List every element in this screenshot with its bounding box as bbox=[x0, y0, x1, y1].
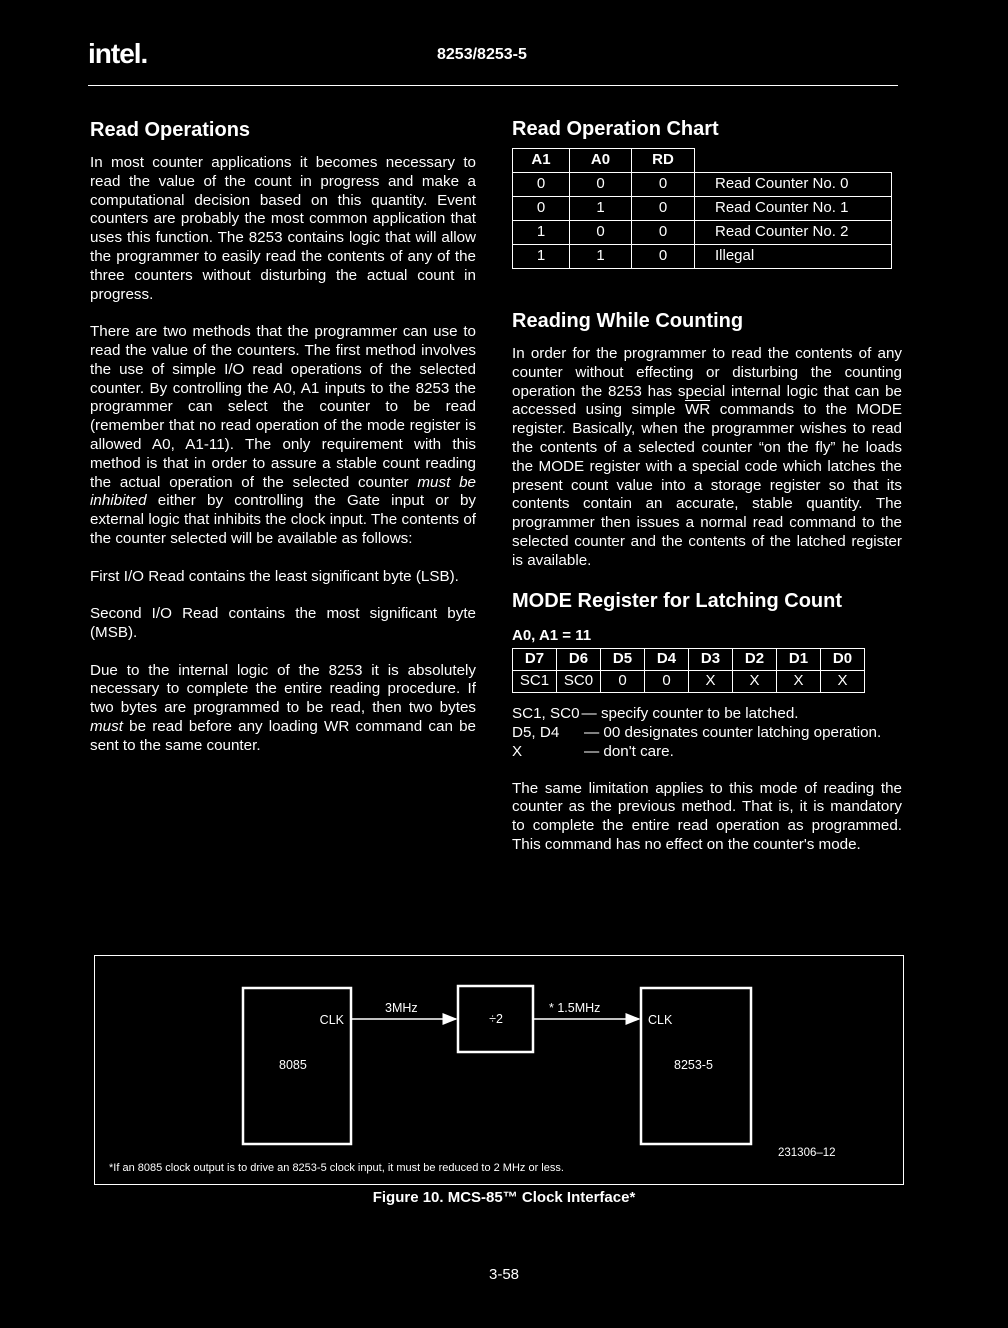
header-d7: D7 bbox=[513, 649, 557, 671]
cell-a0: 0 bbox=[570, 221, 632, 245]
header-blank bbox=[695, 149, 892, 173]
wr-overline: $\overline{WR}$ bbox=[684, 401, 711, 419]
legend-row bbox=[512, 705, 902, 724]
must-emphasis: must bbox=[90, 717, 123, 735]
table-row bbox=[513, 671, 865, 693]
value-d7: SC1 bbox=[513, 671, 557, 693]
read-operations-paragraph-5 bbox=[90, 662, 476, 756]
figure-footnote: *If an 8085 clock output is to drive an 8253-5 clock input, it must be reduced to 2 MHz or less. bbox=[109, 1162, 564, 1174]
figure-caption: Figure 10. MCS-85™ Clock Interface* bbox=[372, 1189, 636, 1206]
header-d6: D6 bbox=[557, 649, 601, 671]
right-column bbox=[512, 117, 902, 874]
read-operations-paragraph-1: In most counter applications it becomes necessary to read the value of the count in progress and make a computational decision based on this quantity. Event counters are probably the most common application that uses this function. The 8253 contains logic that will allow the programmer to easily read the contents of any of the three counters without disturbing the actual count in progress. bbox=[90, 154, 476, 303]
clk-in-label: CLK bbox=[648, 1013, 673, 1027]
paragraph-5-tail: be read before any loading WR command can be sent to the same counter. bbox=[90, 717, 476, 754]
freq-in-label: 3MHz bbox=[385, 1001, 418, 1015]
intel-logo: intel. bbox=[88, 38, 148, 69]
cell-a0: 1 bbox=[570, 245, 632, 269]
freq-out-label: * 1.5MHz bbox=[549, 1001, 601, 1015]
left-column bbox=[90, 118, 476, 774]
read-operations-paragraph-4: Second I/O Read contains the most significant byte (MSB). bbox=[90, 605, 476, 641]
value-d4: 0 bbox=[645, 671, 689, 693]
cell-a0: 0 bbox=[570, 173, 632, 197]
header-d2: D2 bbox=[733, 649, 777, 671]
read-operations-paragraph-2 bbox=[90, 323, 476, 549]
cell-a0: 1 bbox=[570, 197, 632, 221]
cell-a1: 1 bbox=[513, 221, 570, 245]
header-divider bbox=[88, 85, 898, 86]
legend-key: D5, D4 bbox=[512, 723, 560, 741]
header-d1: D1 bbox=[777, 649, 821, 671]
rwc-text: In order for the programmer to read the contents of any counter without effecting or disturbing the counting operation the 8253 has special internal logic that can be accessed using simple bbox=[512, 345, 902, 419]
legend-value: — don't care. bbox=[584, 742, 674, 760]
header-a0: A0 bbox=[570, 149, 632, 173]
header-d4: D4 bbox=[645, 649, 689, 671]
read-operations-heading: Read Operations bbox=[90, 119, 251, 141]
read-operations-paragraph-3: First I/O Read contains the least significant byte (LSB). bbox=[90, 567, 459, 585]
paragraph-2-tail: either by controlling the Gate input or by external logic that inhibits the clock input. The contents of the counter selected will be available as follows: bbox=[90, 492, 476, 547]
clk-out-label: CLK bbox=[319, 1013, 344, 1027]
mode-register-table bbox=[512, 648, 865, 693]
legend-value: — 00 designates counter latching operation. bbox=[584, 723, 882, 741]
legend-row bbox=[512, 724, 902, 743]
label-8085: 8085 bbox=[279, 1058, 307, 1072]
cell-description: Illegal bbox=[695, 245, 892, 269]
document-number: 8253/8253-5 bbox=[437, 46, 527, 63]
value-d5: 0 bbox=[601, 671, 645, 693]
legend-row bbox=[512, 743, 902, 762]
mode-register-heading: MODE Register for Latching Count bbox=[512, 590, 842, 613]
clock-interface-diagram bbox=[95, 956, 903, 1184]
table-row bbox=[513, 173, 892, 197]
rwc-tail: commands to the MODE register. Basically, when the programmer wishes to read the contents of a selected counter “on the fly” he loads the MODE register with a special code which latches the present count value into a storage register so that its contents contain an accurate, stable quantity. The programmer then issues a normal read command to the selected counter and the contents of the latched register is available. bbox=[512, 401, 902, 569]
cell-description: Read Counter No. 1 bbox=[695, 197, 892, 221]
legend-value: — specify counter to be latched. bbox=[581, 705, 799, 723]
cell-a1: 1 bbox=[513, 245, 570, 269]
table-row bbox=[513, 245, 892, 269]
cell-description: Read Counter No. 0 bbox=[695, 173, 892, 197]
paragraph-5-text: Due to the internal logic of the 8253 it is absolutely necessary to complete the entire reading procedure. If two bytes are programmed to be read, then two bytes bbox=[90, 661, 476, 717]
must-be-inhibited-emphasis: must be inhibited bbox=[90, 473, 476, 510]
value-d1: X bbox=[777, 671, 821, 693]
read-operation-table bbox=[512, 148, 892, 269]
table-row bbox=[513, 197, 892, 221]
cell-a1: 0 bbox=[513, 173, 570, 197]
paragraph-2-text: There are two methods that the programmer can use to read the value of the counters. The first method involves the use of simple I/O read operations of the selected counter. By controlling the A0, A1 inputs to the 8253 the programmer can select the counter to be read (remember that no read operation of the mode register is allowed A0, A1-11). The only requirement with this method is that in order to assure a stable count reading the actual operation of the selected counter bbox=[90, 323, 476, 491]
cell-a1: 0 bbox=[513, 197, 570, 221]
page-number: 3-58 bbox=[488, 1266, 520, 1283]
read-operation-chart-heading: Read Operation Chart bbox=[512, 118, 719, 140]
table-row bbox=[513, 221, 892, 245]
reading-while-counting-paragraph bbox=[512, 345, 902, 571]
header-d3: D3 bbox=[689, 649, 733, 671]
cell-description: Read Counter No. 2 bbox=[695, 221, 892, 245]
header-rd: RD bbox=[632, 149, 695, 173]
cell-rd: 0 bbox=[632, 173, 695, 197]
value-d3: X bbox=[689, 671, 733, 693]
value-d6: SC0 bbox=[557, 671, 601, 693]
address-label: A0, A1 = 11 bbox=[512, 627, 592, 645]
label-8253: 8253-5 bbox=[674, 1058, 713, 1072]
header-a1: A1 bbox=[513, 149, 570, 173]
divider-label: ÷2 bbox=[489, 1012, 503, 1026]
cell-rd: 0 bbox=[632, 221, 695, 245]
cell-rd: 0 bbox=[632, 245, 695, 269]
value-d0: X bbox=[821, 671, 865, 693]
legend-key: SC1, SC0 bbox=[512, 705, 580, 723]
closing-paragraph: The same limitation applies to this mode of reading the counter as the previous method. That is, it is mandatory to complete the entire read operation as programmed. This command has no effect on the counter's mode. bbox=[512, 779, 902, 853]
table-header-row bbox=[513, 149, 892, 173]
reading-while-counting-heading: Reading While Counting bbox=[512, 310, 744, 332]
mode-register-legend bbox=[512, 705, 902, 761]
legend-key: X bbox=[512, 742, 523, 760]
figure-ref-number: 231306–12 bbox=[778, 1147, 836, 1159]
header-d5: D5 bbox=[601, 649, 645, 671]
header-d0: D0 bbox=[821, 649, 865, 671]
value-d2: X bbox=[733, 671, 777, 693]
table-header-row bbox=[513, 649, 865, 671]
clock-interface-figure bbox=[94, 955, 904, 1185]
cell-rd: 0 bbox=[632, 197, 695, 221]
